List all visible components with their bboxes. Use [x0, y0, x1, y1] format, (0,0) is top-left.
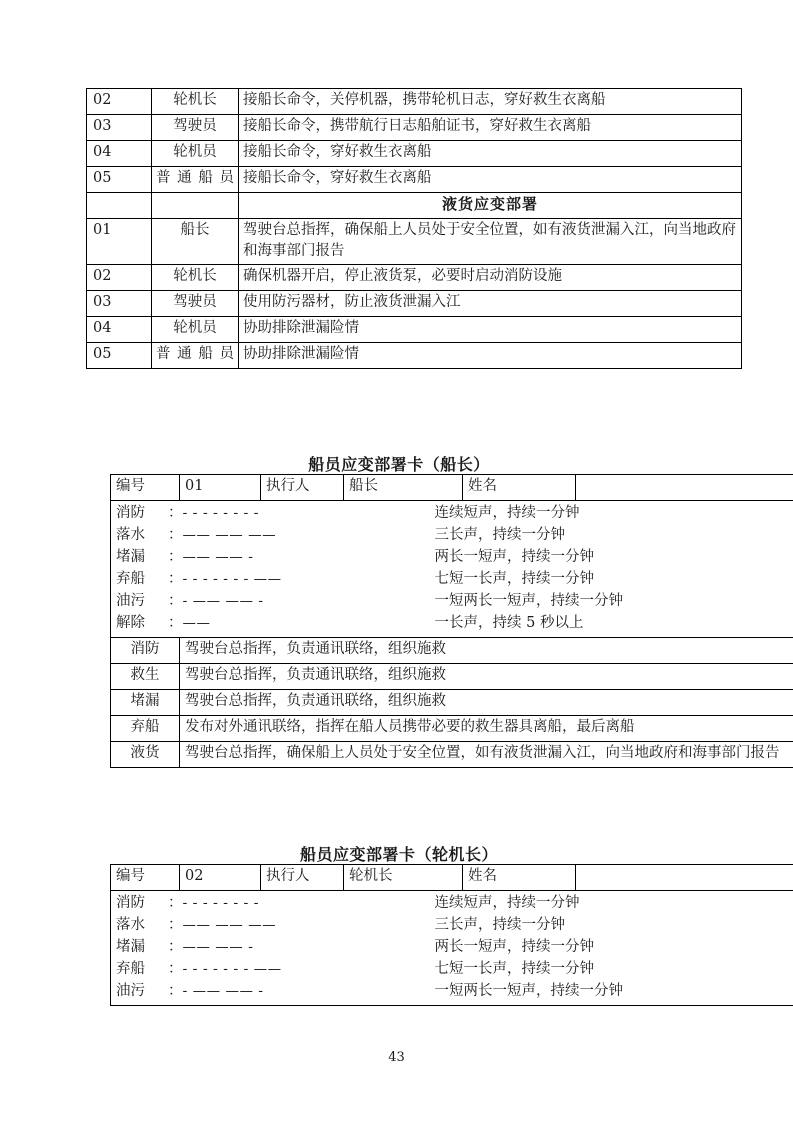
- signal-row: [116, 914, 793, 936]
- card-captain-body: [111, 475, 793, 768]
- value-name[interactable]: [576, 865, 793, 891]
- duty-row: [111, 638, 793, 664]
- table-row: [87, 317, 742, 343]
- label-number: 编号: [111, 475, 180, 501]
- crew-station-card-captain: [110, 474, 793, 768]
- row-duty: 协助排除泄漏险情: [239, 317, 742, 343]
- row-number: 02: [87, 89, 152, 115]
- section-row-role: [152, 193, 239, 219]
- signal-label: 油污: [116, 593, 145, 610]
- value-number[interactable]: 02: [180, 865, 261, 891]
- signal-label: 落水: [116, 917, 145, 934]
- signal-label: 弃船: [116, 961, 145, 978]
- duty-row: [111, 690, 793, 716]
- table-row: [87, 167, 742, 193]
- roster-body: [87, 89, 742, 369]
- row-role: 普通船员: [152, 167, 239, 193]
- duty-row: [111, 742, 793, 768]
- signal-list-chief-engineer: [111, 891, 793, 1006]
- row-number: 03: [87, 115, 152, 141]
- signal-label: 堵漏: [116, 549, 145, 566]
- signal-desc: 两长一短声，持续一分钟: [434, 549, 594, 566]
- row-number: 05: [87, 343, 152, 369]
- signal-block-row: [111, 891, 793, 1006]
- signal-colon: ：: [168, 549, 183, 566]
- duty-text: 发布对外通讯联络，指挥在船人员携带必要的救生器具离船，最后离船: [180, 716, 793, 742]
- card-header-row: [111, 475, 793, 501]
- signal-row: [116, 546, 793, 568]
- signal-desc: 一长声，持续 5 秒以上: [434, 615, 584, 632]
- signal-colon: ：: [168, 593, 183, 610]
- duty-text: 驾驶台总指挥，负责通讯联络，组织施救: [180, 690, 793, 716]
- signal-label: 消防: [116, 895, 145, 912]
- row-role: 驾驶员: [152, 115, 239, 141]
- signal-desc: 七短一长声，持续一分钟: [434, 961, 594, 978]
- value-executor[interactable]: 船长: [344, 475, 463, 501]
- signal-label: 落水: [116, 527, 145, 544]
- card-chief-engineer-body: [111, 865, 793, 1006]
- signal-colon: ：: [168, 615, 183, 632]
- signal-marks: —— —— ——: [182, 527, 277, 544]
- section-header-row: [87, 193, 742, 219]
- row-number: 01: [87, 219, 152, 265]
- value-executor[interactable]: 轮机长: [344, 865, 463, 891]
- signal-block-row: [111, 501, 793, 638]
- section-title: 液货应变部署: [239, 193, 742, 219]
- signal-row: [116, 612, 793, 634]
- signal-desc: 三长声，持续一分钟: [434, 917, 565, 934]
- duty-label: 液货: [111, 742, 180, 768]
- table-row: [87, 115, 742, 141]
- row-duty: 确保机器开启，停止液货泵，必要时启动消防设施: [239, 265, 742, 291]
- signal-label: 油污: [116, 983, 145, 1000]
- row-number: 04: [87, 141, 152, 167]
- duty-label: 救生: [111, 664, 180, 690]
- row-number: 04: [87, 317, 152, 343]
- label-number: 编号: [111, 865, 180, 891]
- row-duty: 接船长命令，关停机器，携带轮机日志，穿好救生衣离船: [239, 89, 742, 115]
- signal-desc: 三长声，持续一分钟: [434, 527, 565, 544]
- row-role: 普通船员: [152, 343, 239, 369]
- label-executor: 执行人: [261, 475, 344, 501]
- row-duty: 协助排除泄漏险情: [239, 343, 742, 369]
- signal-colon: ：: [168, 505, 183, 522]
- signal-marks: —— —— -: [182, 939, 254, 956]
- table-row: [87, 291, 742, 317]
- row-duty: 驾驶台总指挥，确保船上人员处于安全位置，如有液货泄漏入江，向当地政府和海事部门报告: [239, 219, 742, 265]
- signal-colon: ：: [168, 527, 183, 544]
- row-role: 轮机员: [152, 317, 239, 343]
- signal-marks: - - - - - - - ——: [182, 961, 282, 978]
- duty-roster-table: [86, 88, 742, 369]
- signal-marks: - —— —— -: [182, 593, 264, 610]
- row-role: 轮机长: [152, 89, 239, 115]
- signal-colon: ：: [168, 895, 183, 912]
- signal-label: 弃船: [116, 571, 145, 588]
- label-executor: 执行人: [261, 865, 344, 891]
- signal-list-captain: [111, 501, 793, 638]
- row-duty: 接船长命令，穿好救生衣离船: [239, 141, 742, 167]
- signal-desc: 两长一短声，持续一分钟: [434, 939, 594, 956]
- signal-row: [116, 502, 793, 524]
- row-role: 驾驶员: [152, 291, 239, 317]
- table-row: [87, 219, 742, 265]
- card-title-captain: 船员应变部署卡（船长）: [308, 455, 490, 474]
- crew-station-card-chief-engineer: [110, 864, 793, 1006]
- signal-colon: ：: [168, 961, 183, 978]
- row-number: 03: [87, 291, 152, 317]
- signal-row: [116, 590, 793, 612]
- duty-text: 驾驶台总指挥，负责通讯联络，组织施救: [180, 664, 793, 690]
- duty-text: 驾驶台总指挥，确保船上人员处于安全位置，如有液货泄漏入江，向当地政府和海事部门报告: [180, 742, 793, 768]
- duty-label: 堵漏: [111, 690, 180, 716]
- signal-row: [116, 524, 793, 546]
- signal-desc: 连续短声，持续一分钟: [434, 505, 580, 522]
- signal-row: [116, 958, 793, 980]
- signal-marks: - - - - - - - ——: [182, 571, 282, 588]
- duty-row: [111, 664, 793, 690]
- signal-desc: 一短两长一短声，持续一分钟: [434, 983, 623, 1000]
- row-number: 05: [87, 167, 152, 193]
- table-row: [87, 141, 742, 167]
- signal-marks: - —— —— -: [182, 983, 264, 1000]
- row-duty: 使用防污器材，防止液货泄漏入江: [239, 291, 742, 317]
- value-name[interactable]: [576, 475, 793, 501]
- signal-marks: —— —— -: [182, 549, 254, 566]
- page-number: 43: [388, 1050, 405, 1065]
- signal-colon: ：: [168, 571, 183, 588]
- row-number: 02: [87, 265, 152, 291]
- signal-colon: ：: [168, 983, 183, 1000]
- row-duty: 接船长命令，携带航行日志船舶证书，穿好救生衣离船: [239, 115, 742, 141]
- signal-marks: —— —— ——: [182, 917, 277, 934]
- section-row-number: [87, 193, 152, 219]
- label-name: 姓名: [463, 865, 576, 891]
- card-header-row: [111, 865, 793, 891]
- signal-colon: ：: [168, 917, 183, 934]
- value-number[interactable]: 01: [180, 475, 261, 501]
- table-row: [87, 89, 742, 115]
- signal-marks: - - - - - - - -: [182, 505, 260, 522]
- duty-text: 驾驶台总指挥，负责通讯联络，组织施救: [180, 638, 793, 664]
- row-role: 船长: [152, 219, 239, 265]
- signal-row: [116, 980, 793, 1002]
- signal-colon: ：: [168, 939, 183, 956]
- row-role: 轮机长: [152, 265, 239, 291]
- signal-label: 堵漏: [116, 939, 145, 956]
- signal-row: [116, 568, 793, 590]
- row-role: 轮机员: [152, 141, 239, 167]
- duty-label: 弃船: [111, 716, 180, 742]
- signal-row: [116, 936, 793, 958]
- signal-marks: - - - - - - - -: [182, 895, 260, 912]
- signal-marks: ——: [182, 615, 211, 632]
- signal-label: 消防: [116, 505, 145, 522]
- signal-label: 解除: [116, 615, 145, 632]
- table-row: [87, 343, 742, 369]
- label-name: 姓名: [463, 475, 576, 501]
- signal-desc: 七短一长声，持续一分钟: [434, 571, 594, 588]
- table-row: [87, 265, 742, 291]
- duty-row: [111, 716, 793, 742]
- signal-desc: 一短两长一短声，持续一分钟: [434, 593, 623, 610]
- signal-desc: 连续短声，持续一分钟: [434, 895, 580, 912]
- row-duty: 接船长命令，穿好救生衣离船: [239, 167, 742, 193]
- card-title-chief-engineer: 船员应变部署卡（轮机长）: [299, 845, 498, 864]
- duty-label: 消防: [111, 638, 180, 664]
- signal-row: [116, 892, 793, 914]
